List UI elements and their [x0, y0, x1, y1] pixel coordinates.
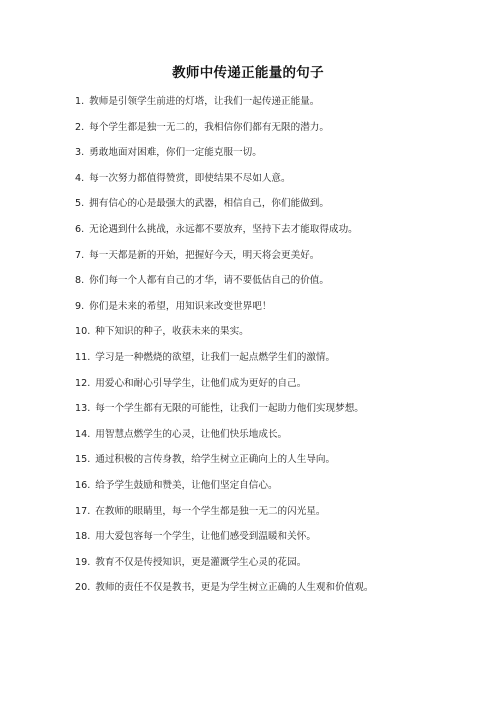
list-item — [75, 555, 475, 581]
item-number: 7. — [75, 249, 85, 261]
item-number: 16. — [75, 479, 91, 491]
item-number: 13. — [75, 403, 91, 415]
item-text: 学习是一种燃烧的欲望，让我们一起点燃学生们的激情。 — [95, 351, 336, 363]
item-text: 每一天都是新的开始，把握好今天，明天将会更美好。 — [89, 249, 320, 261]
sentence-list — [75, 94, 475, 606]
item-number: 4. — [75, 172, 85, 184]
item-text: 用大爱包容每一个学生，让他们感受到温暖和关怀。 — [95, 531, 316, 543]
item-number: 8. — [75, 275, 85, 287]
item-number: 10. — [75, 326, 91, 338]
list-item — [75, 94, 475, 120]
item-number: 17. — [75, 505, 91, 517]
item-text: 每一个学生都有无限的可能性，让我们一起助力他们实现梦想。 — [95, 403, 364, 415]
item-text: 教师的责任不仅是教书，更是为学生树立正确的人生观和价值观。 — [95, 582, 374, 594]
item-text: 在教师的眼睛里，每一个学生都是独一无二的闪光星。 — [95, 505, 326, 517]
item-text: 你们是未来的希望，用知识来改变世界吧！ — [89, 300, 272, 312]
item-text: 教师是引领学生前进的灯塔，让我们一起传递正能量。 — [89, 96, 320, 107]
list-item — [75, 452, 475, 478]
item-number: 11. — [75, 351, 91, 363]
list-item — [75, 376, 475, 402]
item-number: 18. — [75, 531, 91, 543]
item-number: 9. — [75, 300, 85, 312]
document-title: 教师中传递正能量的句子 — [172, 65, 324, 81]
item-text: 无论遇到什么挑战，永远都不要放弃，坚持下去才能取得成功。 — [89, 223, 358, 235]
item-number: 2. — [75, 121, 85, 133]
item-number: 3. — [75, 147, 85, 159]
item-text: 每一次努力都值得赞赏，即使结果不尽如人意。 — [89, 172, 291, 184]
list-item — [75, 273, 475, 299]
item-number: 20. — [75, 582, 91, 594]
list-item — [75, 529, 475, 555]
list-item — [75, 222, 475, 248]
list-item — [75, 248, 475, 274]
item-text: 教育不仅是传授知识，更是灌溉学生心灵的花园。 — [95, 556, 307, 568]
item-text: 勇敢地面对困难，你们一定能克服一切。 — [89, 147, 262, 159]
item-text: 你们每一个人都有自己的才华，请不要低估自己的价值。 — [89, 275, 329, 287]
list-item — [75, 145, 475, 171]
item-number: 6. — [75, 223, 85, 235]
list-item — [75, 504, 475, 530]
list-item — [75, 350, 475, 376]
list-item — [75, 120, 475, 146]
item-text: 用智慧点燃学生的心灵，让他们快乐地成长。 — [95, 428, 288, 440]
list-item — [75, 299, 475, 325]
item-text: 用爱心和耐心引导学生，让他们成为更好的自己。 — [95, 377, 307, 389]
list-item — [75, 324, 475, 350]
list-item — [75, 478, 475, 504]
item-number: 5. — [75, 198, 85, 210]
item-text: 通过积极的言传身教，给学生树立正确向上的人生导向。 — [95, 454, 336, 466]
item-number: 19. — [75, 556, 91, 568]
list-item — [75, 401, 475, 427]
item-number: 12. — [75, 377, 91, 389]
item-number: 15. — [75, 454, 91, 466]
item-text: 拥有信心的心是最强大的武器，相信自己，你们能做到。 — [89, 198, 329, 210]
list-item — [75, 427, 475, 453]
list-item — [75, 196, 475, 222]
list-item — [75, 580, 475, 606]
item-text: 种下知识的种子，收获未来的果实。 — [95, 326, 249, 338]
item-number: 1. — [75, 96, 85, 107]
item-number: 14. — [75, 428, 91, 440]
item-text: 给予学生鼓励和赞美，让他们坚定自信心。 — [95, 479, 278, 491]
item-text: 每个学生都是独一无二的，我相信你们都有无限的潜力。 — [89, 121, 329, 133]
list-item — [75, 171, 475, 197]
